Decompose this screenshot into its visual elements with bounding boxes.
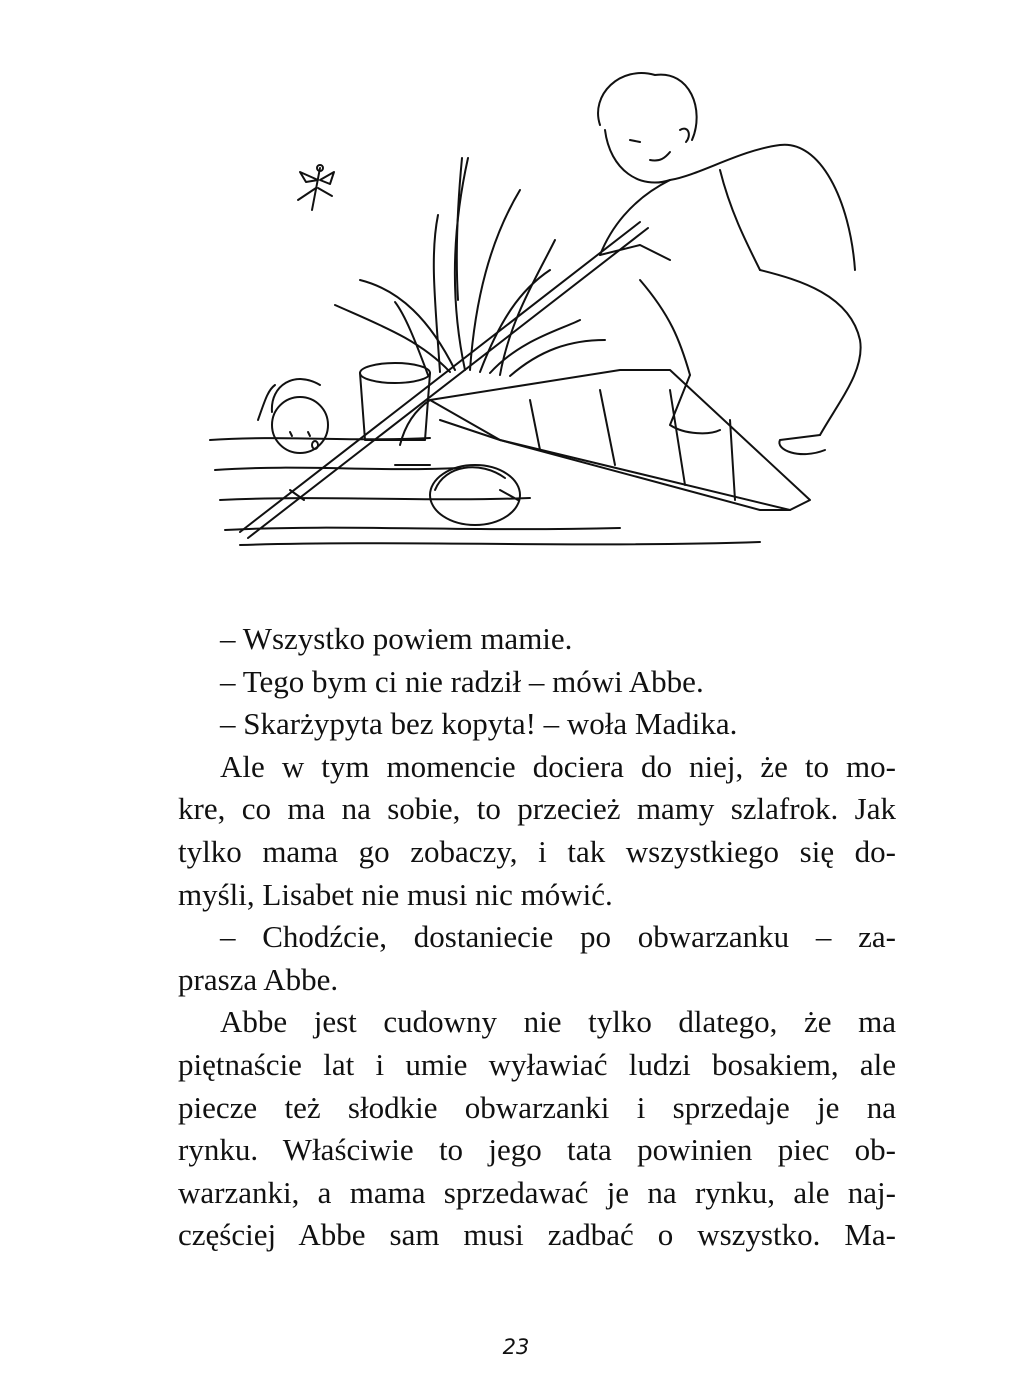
page-number: 23	[502, 1335, 530, 1359]
text-line: rynku. Właściwie to jego tata powinien piec ob-	[178, 1132, 896, 1168]
text-line: Abbe jest cudowny nie tylko dlatego, że ma	[220, 1004, 896, 1040]
text-line: – Tego bym ci nie radził – mówi Abbe.	[220, 663, 704, 699]
text-line: warzanki, a mama sprzedawać je na rynku, ale naj-	[178, 1174, 896, 1210]
flower-pot	[360, 363, 430, 440]
text-line: piętnaście lat i umie wyławiać ludzi bosakiem, ale	[178, 1046, 896, 1082]
text-line: prasza Abbe.	[178, 961, 339, 997]
text-line: – Chodźcie, dostaniecie po obwarzanku – za-	[220, 919, 896, 955]
child-head-center	[395, 400, 520, 525]
text-line: – Skarżypyta bez kopyta! – woła Madika.	[220, 706, 738, 742]
dragonfly-icon	[298, 165, 334, 210]
text-line: – Wszystko powiem mamie.	[220, 621, 573, 656]
text-line: piecze też słodkie obwarzanki i sprzedaje je na	[178, 1089, 896, 1125]
text-line: tylko mama go zobaczy, i tak wszystkiego się do-	[178, 833, 896, 869]
text-line: częściej Abbe sam musi zadbać o wszystko. Ma-	[178, 1217, 896, 1253]
text-line: kre, co ma na sobie, to przecież mamy szlafrok. Jak	[178, 791, 896, 827]
text-line: Ale w tym momencie dociera do niej, że to mo-	[220, 748, 896, 784]
reed-plant	[335, 158, 605, 376]
illustration	[200, 40, 880, 570]
boy-figure	[598, 73, 861, 454]
body-text	[178, 618, 896, 1257]
stone-ledge	[430, 370, 810, 510]
text-line: myśli, Lisabet nie musi nic mówić.	[178, 876, 613, 912]
girl-head-left	[258, 379, 328, 453]
